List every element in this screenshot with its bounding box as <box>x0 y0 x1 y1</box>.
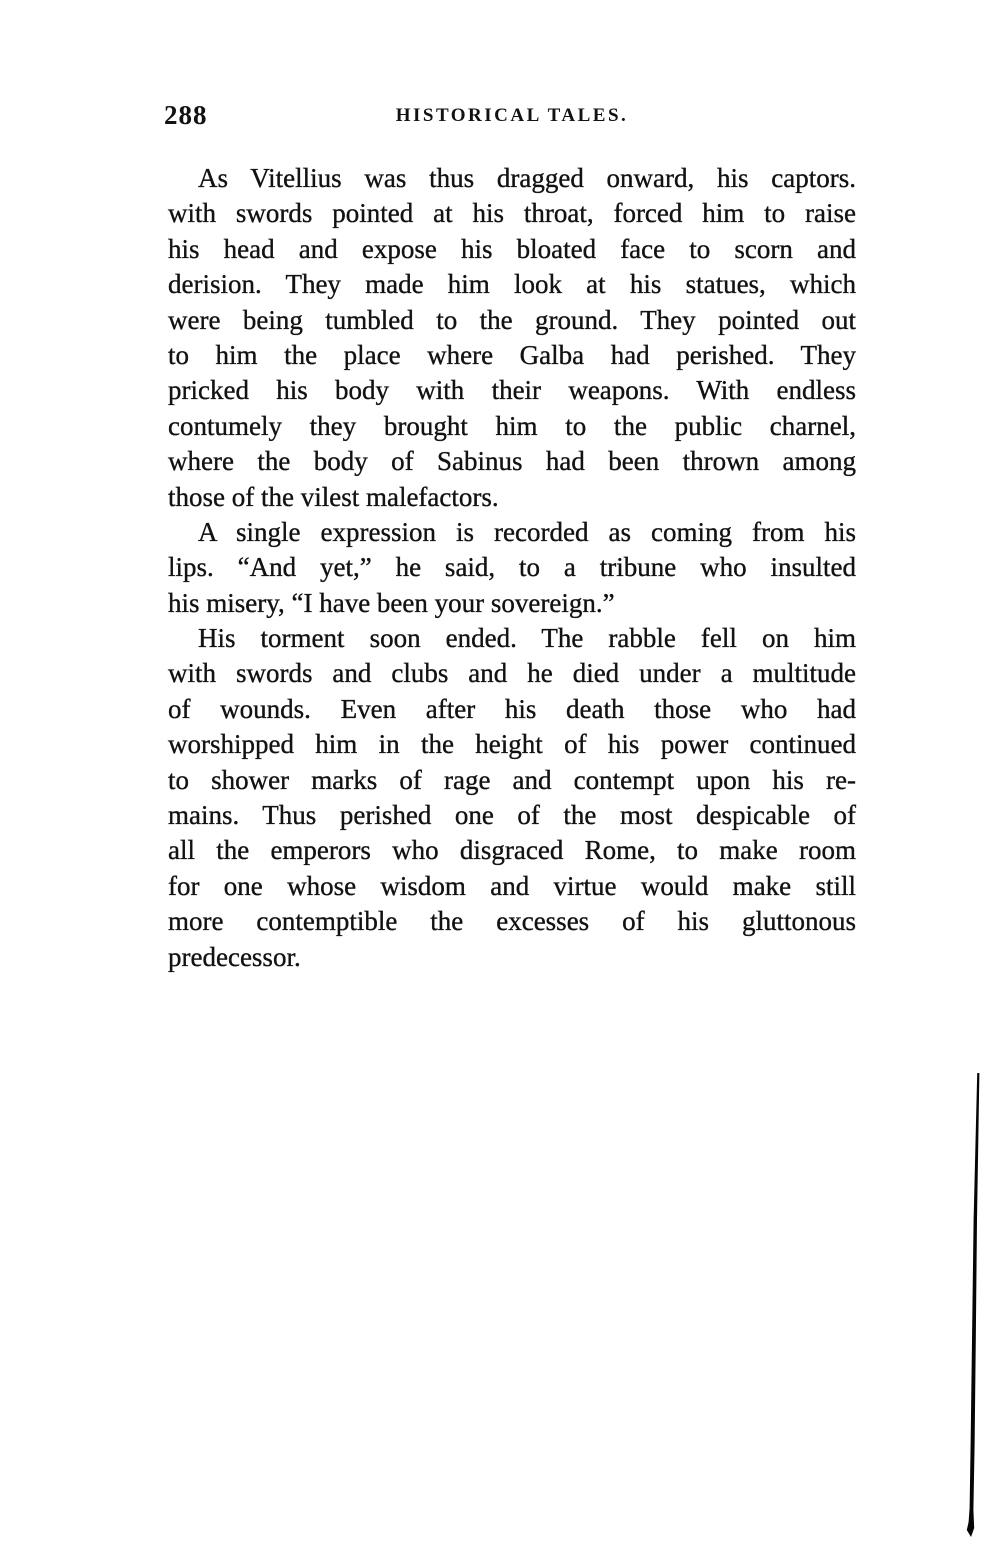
text-line: more contemptible the excesses of his gluttonous <box>168 906 856 937</box>
text-line: pricked his body with their weapons. With endless <box>168 375 856 406</box>
paragraph-3 <box>168 621 856 975</box>
text-line: his head and expose his bloated face to scorn and <box>168 233 856 264</box>
text-line: of wounds. Even after his death those who had <box>168 693 856 724</box>
text-line: his misery, “I have been your sovereign.” <box>168 587 615 618</box>
text-line: to him the place where Galba had perished. They <box>168 339 856 370</box>
text-line: As Vitellius was thus dragged onward, his captors. <box>198 163 856 193</box>
text-line: His torment soon ended. The rabble fell on him <box>198 623 856 654</box>
running-header-row <box>164 100 856 132</box>
text-line: were being tumbled to the ground. They pointed out <box>168 304 856 335</box>
text-line: with swords and clubs and he died under a multitude <box>168 658 856 689</box>
paragraph-1 <box>168 161 856 515</box>
page-number: 288 <box>164 100 208 130</box>
scan-binding-line-artifact <box>967 1073 980 1537</box>
text-line: lips. “And yet,” he said, to a tribune who insulted <box>168 552 856 583</box>
text-line: with swords pointed at his throat, forced him to raise <box>168 198 856 229</box>
text-line: derision. They made him look at his statues, which <box>168 269 856 300</box>
text-line: A single expression is recorded as coming from his <box>198 516 856 547</box>
text-line: all the emperors who disgraced Rome, to make room <box>168 835 856 866</box>
text-line: worshipped him in the height of his power continued <box>168 729 856 760</box>
text-line: mains. Thus perished one of the most despicable of <box>168 800 856 831</box>
text-line: to shower marks of rage and contempt upon his re- <box>168 764 856 795</box>
text-line: those of the vilest malefactors. <box>168 481 499 512</box>
paragraph-2 <box>168 515 856 621</box>
text-line: contumely they brought him to the public charnel, <box>168 410 856 441</box>
body-text-block <box>168 161 856 975</box>
running-header-title: HISTORICAL TALES. <box>395 105 629 126</box>
text-line: predecessor. <box>168 941 301 972</box>
text-line: for one whose wisdom and virtue would make still <box>168 870 856 901</box>
text-line: where the body of Sabinus had been thrown among <box>168 446 856 477</box>
